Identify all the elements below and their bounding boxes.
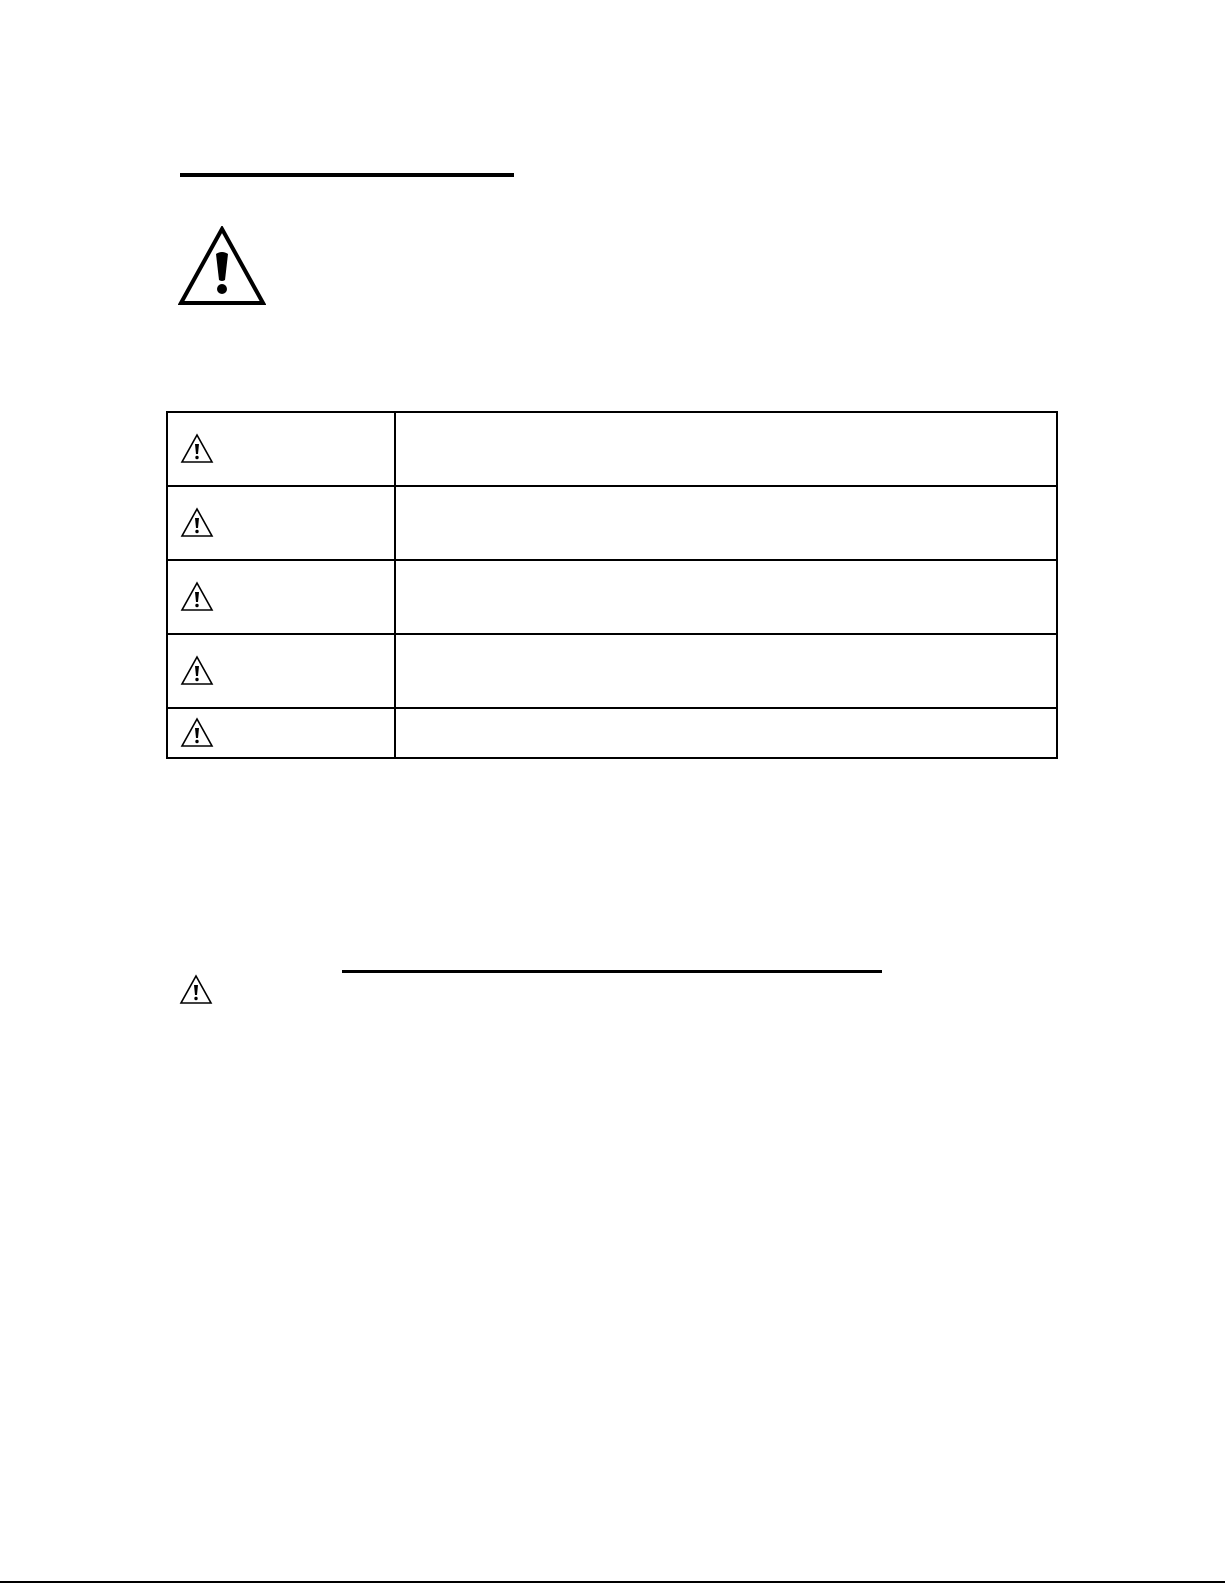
symbol-cell [167, 708, 395, 758]
safety-symbol-table [166, 411, 1058, 759]
section-heading-underline [342, 970, 882, 973]
warning-triangle-icon [180, 717, 214, 749]
table-row [167, 708, 1057, 758]
warning-triangle-icon [180, 507, 214, 539]
description-cell [395, 486, 1057, 560]
symbol-cell [167, 486, 395, 560]
symbol-cell [167, 634, 395, 708]
description-cell [395, 412, 1057, 486]
warning-triangle-icon [178, 226, 266, 306]
symbol-cell [167, 412, 395, 486]
page-bottom-border [0, 1581, 1225, 1583]
description-cell [395, 634, 1057, 708]
warning-triangle-icon [180, 433, 214, 465]
warning-triangle-icon [180, 581, 214, 613]
table-row [167, 412, 1057, 486]
title-underline [180, 173, 514, 177]
table-row [167, 634, 1057, 708]
table-row [167, 486, 1057, 560]
description-cell [395, 708, 1057, 758]
table-row [167, 560, 1057, 634]
symbol-cell [167, 560, 395, 634]
warning-triangle-icon [180, 655, 214, 687]
warning-triangle-icon [179, 974, 213, 1006]
description-cell [395, 560, 1057, 634]
